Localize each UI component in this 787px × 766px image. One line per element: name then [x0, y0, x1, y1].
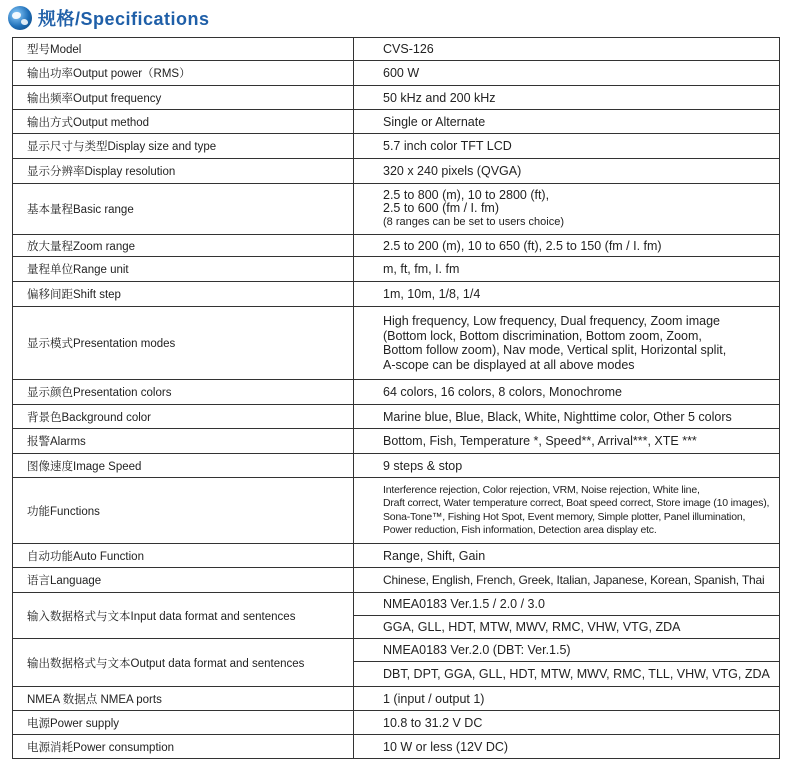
table-row: [13, 307, 780, 380]
table-row: [13, 568, 780, 593]
row-value: Chinese, English, French, Greek, Italian, Japanese, Korean, Spanish, Thai: [354, 568, 780, 593]
value-line: Bottom follow zoom), Nav mode, Vertical split, Horizontal split,: [383, 343, 727, 357]
table-row: [13, 380, 780, 405]
row-label: 量程单位Range unit: [13, 257, 354, 282]
specifications-table: [12, 37, 780, 759]
section-title: 规格/Specifications: [38, 9, 210, 29]
row-value: 1 (input / output 1): [354, 687, 780, 711]
row-value: m, ft, fm, I. fm: [354, 257, 780, 282]
row-value: 50 kHz and 200 kHz: [354, 86, 780, 110]
table-row: [13, 38, 780, 61]
row-label: 显示颜色Presentation colors: [13, 380, 354, 405]
section-header: [8, 4, 210, 32]
value-line: Draft correct, Water temperature correct, Boat speed correct, Store image (10 images),: [383, 497, 770, 509]
globe-icon: [8, 6, 32, 30]
row-value: CVS-126: [354, 38, 780, 61]
row-label: 输出数据格式与文本Output data format and sentences: [13, 639, 354, 687]
table-row: [13, 61, 780, 86]
value-line: Interference rejection, Color rejection, VRM, Noise rejection, White line,: [383, 483, 700, 496]
table-row: [13, 282, 780, 307]
row-label: 电源消耗Power consumption: [13, 735, 354, 759]
row-value: 9 steps & stop: [354, 454, 780, 478]
value-line: (Bottom lock, Bottom discrimination, Bottom zoom, Zoom,: [383, 328, 702, 343]
row-label: 背景色Background color: [13, 405, 354, 429]
row-label: 显示分辨率Display resolution: [13, 159, 354, 184]
row-value: 10.8 to 31.2 V DC: [354, 711, 780, 735]
row-value: Bottom, Fish, Temperature *, Speed**, Arrival***, XTE ***: [354, 429, 780, 454]
row-label: 放大量程Zoom range: [13, 235, 354, 257]
table-row: [13, 687, 780, 711]
table-row: [13, 110, 780, 134]
value-line: High frequency, Low frequency, Dual frequency, Zoom image: [383, 314, 720, 328]
row-label: 显示尺寸与类型Display size and type: [13, 134, 354, 159]
row-value: [354, 184, 780, 235]
value-line: Power reduction, Fish information, Detection area display etc.: [383, 524, 657, 536]
row-value: DBT, DPT, GGA, GLL, HDT, MTW, MWV, RMC, TLL, VHW, VTG, ZDA: [354, 662, 780, 687]
table-row: [13, 134, 780, 159]
row-value: 5.7 inch color TFT LCD: [354, 134, 780, 159]
row-value: NMEA0183 Ver.1.5 / 2.0 / 3.0: [354, 593, 780, 616]
table-row: [13, 478, 780, 544]
row-value: [354, 307, 780, 380]
row-value: 64 colors, 16 colors, 8 colors, Monochrome: [354, 380, 780, 405]
table-row: [13, 184, 780, 235]
table-row: [13, 735, 780, 759]
row-label: 功能Functions: [13, 478, 354, 544]
value-line: 2.5 to 600 (fm / I. fm): [383, 201, 500, 216]
row-label: 语言Language: [13, 568, 354, 593]
value-line: A-scope can be displayed at all above modes: [383, 357, 635, 372]
row-label: 显示模式Presentation modes: [13, 307, 354, 380]
table-row: [13, 454, 780, 478]
table-row: [13, 639, 780, 662]
row-value: 1m, 10m, 1/8, 1/4: [354, 282, 780, 307]
row-label: 输出方式Output method: [13, 110, 354, 134]
row-label: 输出频率Output frequency: [13, 86, 354, 110]
row-label: 偏移间距Shift step: [13, 282, 354, 307]
row-label: 自动功能Auto Function: [13, 544, 354, 568]
table-row: [13, 429, 780, 454]
table-row: [13, 544, 780, 568]
table-row: [13, 593, 780, 616]
row-value: Marine blue, Blue, Black, White, Nighttime color, Other 5 colors: [354, 405, 780, 429]
table-row: [13, 235, 780, 257]
row-label: 报警Alarms: [13, 429, 354, 454]
row-label: 型号Model: [13, 38, 354, 61]
table-row: [13, 405, 780, 429]
row-label: 图像速度Image Speed: [13, 454, 354, 478]
row-value: 2.5 to 200 (m), 10 to 650 (ft), 2.5 to 150 (fm / I. fm): [354, 235, 780, 257]
table-row: [13, 86, 780, 110]
row-value: Single or Alternate: [354, 110, 780, 134]
row-label: 输入数据格式与文本Input data format and sentences: [13, 593, 354, 639]
value-line: 2.5 to 800 (m), 10 to 2800 (ft),: [383, 187, 550, 202]
row-value: 600 W: [354, 61, 780, 86]
table-row: [13, 257, 780, 282]
value-line: (8 ranges can be set to users choice): [383, 215, 564, 228]
row-value: [354, 478, 780, 544]
row-label: 输出功率Output power（RMS）: [13, 61, 354, 86]
row-value: Range, Shift, Gain: [354, 544, 780, 568]
row-label: NMEA 数据点 NMEA ports: [13, 687, 354, 711]
row-value: NMEA0183 Ver.2.0 (DBT: Ver.1.5): [354, 639, 780, 662]
row-label: 电源Power supply: [13, 711, 354, 735]
value-line: Sona-Tone™, Fishing Hot Spot, Event memory, Simple plotter, Panel illumination,: [383, 510, 746, 523]
row-value: 320 x 240 pixels (QVGA): [354, 159, 780, 184]
row-value: GGA, GLL, HDT, MTW, MWV, RMC, VHW, VTG, ZDA: [354, 616, 780, 639]
table-row: [13, 711, 780, 735]
row-label: 基本量程Basic range: [13, 184, 354, 235]
table-row: [13, 159, 780, 184]
row-value: 10 W or less (12V DC): [354, 735, 780, 759]
